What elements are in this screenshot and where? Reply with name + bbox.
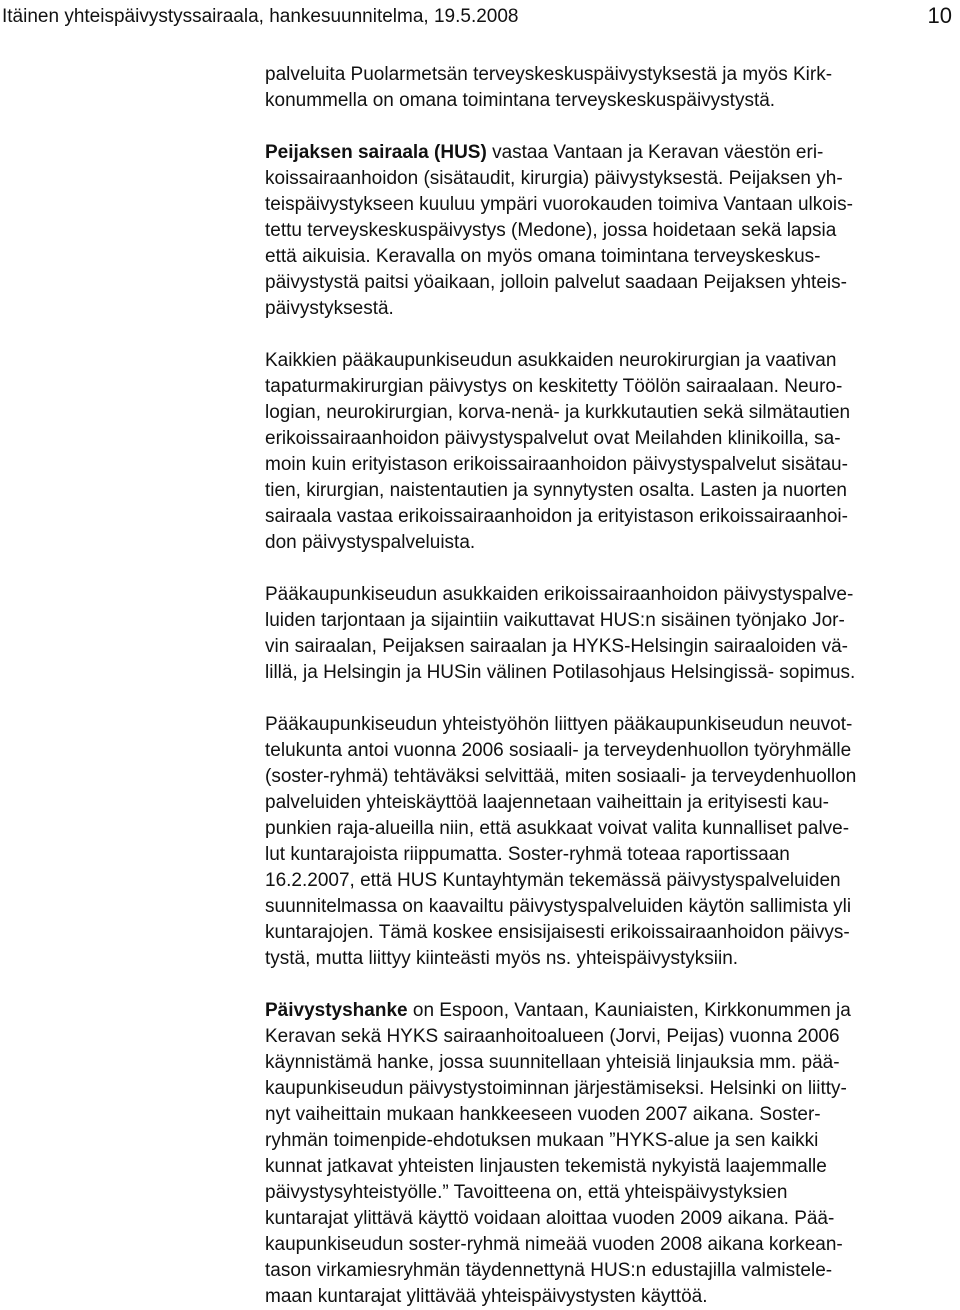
line-text: Kaikkien pääkaupunkiseudun asukkaiden neurokirurgian ja vaativan	[265, 350, 837, 371]
paragraph-gap	[265, 322, 955, 348]
line-text: maan kuntarajat ylittävää yhteispäivystysten käyttöä.	[265, 1286, 708, 1307]
line-text: tettu terveyskeskuspäivystys (Medone), jossa hoidetaan sekä lapsia	[265, 220, 837, 241]
line-text: kaupunkiseudun soster-ryhmä nimeää vuoden 2008 aikana korkean-	[265, 1234, 843, 1255]
text-line	[265, 1180, 955, 1206]
paragraph	[265, 62, 955, 114]
paragraph	[265, 582, 955, 686]
paragraph-gap	[265, 114, 955, 140]
line-text: tystä, mutta liittyy kiinteästi myös ns. yhteispäivystyksiin.	[265, 948, 739, 969]
bold-lead: Peijaksen sairaala (HUS)	[265, 142, 487, 163]
text-line	[265, 400, 955, 426]
line-text: ryhmän toimenpide-ehdotuksen mukaan ”HYKS-alue ja sen kaikki	[265, 1130, 819, 1151]
text-line	[265, 1024, 955, 1050]
text-line	[265, 1258, 955, 1284]
text-line	[265, 62, 955, 88]
line-text: koissairaanhoidon (sisätaudit, kirurgia) päivystyksestä. Peijaksen yh-	[265, 168, 843, 189]
line-text: teispäivystykseen kuuluu ympäri vuorokauden toimiva Vantaan ulkois-	[265, 194, 853, 215]
page-header	[0, 0, 960, 40]
text-line	[265, 868, 955, 894]
text-line	[265, 660, 955, 686]
text-line	[265, 582, 955, 608]
line-text: suunnitelmassa on kaavailtu päivystyspalveluiden käytön sallimista yli	[265, 896, 852, 917]
document-body	[265, 62, 955, 1310]
text-line	[265, 790, 955, 816]
line-text: moin kuin erityistason erikoissairaanhoidon päivystyspalvelut sisätau-	[265, 454, 848, 475]
text-line	[265, 426, 955, 452]
text-line	[265, 88, 955, 114]
text-line	[265, 998, 955, 1024]
text-line	[265, 920, 955, 946]
line-text: konummella on omana toimintana terveyskeskuspäivystystä.	[265, 90, 776, 111]
line-text: päivystyksestä.	[265, 298, 394, 319]
text-line	[265, 348, 955, 374]
line-text: 16.2.2007, että HUS Kuntayhtymän tekemässä päivystyspalveluiden	[265, 870, 841, 891]
line-text: tien, kirurgian, naistentautien ja synnytysten osalta. Lasten ja nuorten	[265, 480, 847, 501]
line-text: (soster-ryhmä) tehtäväksi selvittää, miten sosiaali- ja terveydenhuollon	[265, 766, 857, 787]
text-line	[265, 374, 955, 400]
line-text: on Espoon, Vantaan, Kauniaisten, Kirkkonummen ja	[407, 1000, 851, 1021]
text-line	[265, 1206, 955, 1232]
text-line	[265, 816, 955, 842]
text-line	[265, 478, 955, 504]
line-text: kaupunkiseudun päivystystoiminnan järjestämiseksi. Helsinki on liitty-	[265, 1078, 847, 1099]
line-text: luiden tarjontaan ja sijaintiin vaikuttavat HUS:n sisäinen työnjako Jor-	[265, 610, 845, 631]
line-text: lillä, ja Helsingin ja HUSin välinen Potilasohjaus Helsingissä- sopimus.	[265, 662, 856, 683]
line-text: nyt vaiheittain mukaan hankkeeseen vuoden 2007 aikana. Soster-	[265, 1104, 821, 1125]
text-line	[265, 842, 955, 868]
line-text: Pääkaupunkiseudun asukkaiden erikoissairaanhoidon päivystyspalve-	[265, 584, 854, 605]
line-text: kuntarajat ylittävä käyttö voidaan aloittaa vuoden 2009 aikana. Pää-	[265, 1208, 835, 1229]
line-text: punkien raja-alueilla niin, että asukkaat voivat valita kunnalliset palve-	[265, 818, 850, 839]
line-text: erikoissairaanhoidon päivystyspalvelut ovat Meilahden klinikoilla, sa-	[265, 428, 841, 449]
line-text: kunnat jatkavat yhteisten linjausten tekemistä nykyistä laajemmalle	[265, 1156, 827, 1177]
text-line	[265, 1128, 955, 1154]
line-text: päivystystä paitsi yöaikaan, jolloin palvelut saadaan Peijaksen yhteis-	[265, 272, 847, 293]
paragraph	[265, 998, 955, 1310]
text-line	[265, 1050, 955, 1076]
line-text: käynnistämä hanke, jossa suunnitellaan yhteisiä linjauksia mm. pää-	[265, 1052, 840, 1073]
text-line	[265, 1076, 955, 1102]
line-text: telukunta antoi vuonna 2006 sosiaali- ja terveydenhuollon työryhmälle	[265, 740, 852, 761]
text-line	[265, 1284, 955, 1310]
page-number: 10	[927, 3, 952, 28]
text-line	[265, 166, 955, 192]
paragraph-gap	[265, 972, 955, 998]
line-text: lut kuntarajoista riippumatta. Soster-ryhmä toteaa raportissaan	[265, 844, 790, 865]
line-text: tapaturmakirurgian päivystys on keskitetty Töölön sairaalaan. Neuro-	[265, 376, 843, 397]
text-line	[265, 764, 955, 790]
text-line	[265, 946, 955, 972]
text-line	[265, 712, 955, 738]
line-text: että aikuisia. Keravalla on myös omana toimintana terveyskeskus-	[265, 246, 821, 267]
paragraph-gap	[265, 556, 955, 582]
text-line	[265, 140, 955, 166]
text-line	[265, 608, 955, 634]
line-text: logian, neurokirurgian, korva-nenä- ja kurkkutautien sekä silmätautien	[265, 402, 851, 423]
text-line	[265, 1102, 955, 1128]
text-line	[265, 1154, 955, 1180]
text-line	[265, 218, 955, 244]
line-text: vastaa Vantaan ja Keravan väestön eri-	[486, 142, 824, 163]
bold-lead: Päivystyshanke	[265, 1000, 408, 1021]
line-text: don päivystyspalveluista.	[265, 532, 476, 553]
line-text: Pääkaupunkiseudun yhteistyöhön liittyen pääkaupunkiseudun neuvot-	[265, 714, 853, 735]
text-line	[265, 634, 955, 660]
text-line	[265, 296, 955, 322]
paragraph	[265, 140, 955, 322]
text-line	[265, 530, 955, 556]
line-text: vin sairaalan, Peijaksen sairaalan ja HYKS-Helsingin sairaaloiden vä-	[265, 636, 848, 657]
text-line	[265, 504, 955, 530]
line-text: palveluita Puolarmetsän terveyskeskuspäivystyksestä ja myös Kirk-	[265, 64, 833, 85]
text-line	[265, 894, 955, 920]
line-text: kuntarajojen. Tämä koskee ensisijaisesti erikoissairaanhoidon päivys-	[265, 922, 850, 943]
document-title: Itäinen yhteispäivystyssairaala, hankesuunnitelma, 19.5.2008	[2, 6, 519, 27]
paragraph	[265, 348, 955, 556]
line-text: tason virkamiesryhmän täydennettynä HUS:n edustajilla valmistele-	[265, 1260, 833, 1281]
text-line	[265, 244, 955, 270]
paragraph-gap	[265, 686, 955, 712]
line-text: palveluiden yhteiskäyttöä laajennetaan vaiheittain ja erityisesti kau-	[265, 792, 830, 813]
line-text: Keravan sekä HYKS sairaanhoitoalueen (Jorvi, Peijas) vuonna 2006	[265, 1026, 840, 1047]
line-text: sairaala vastaa erikoissairaanhoidon ja erityistason erikoissairaanhoi-	[265, 506, 848, 527]
text-line	[265, 1232, 955, 1258]
text-line	[265, 270, 955, 296]
text-line	[265, 738, 955, 764]
text-line	[265, 452, 955, 478]
text-line	[265, 192, 955, 218]
line-text: päivystysyhteistyölle.” Tavoitteena on, että yhteispäivystyksien	[265, 1182, 788, 1203]
paragraph	[265, 712, 955, 972]
